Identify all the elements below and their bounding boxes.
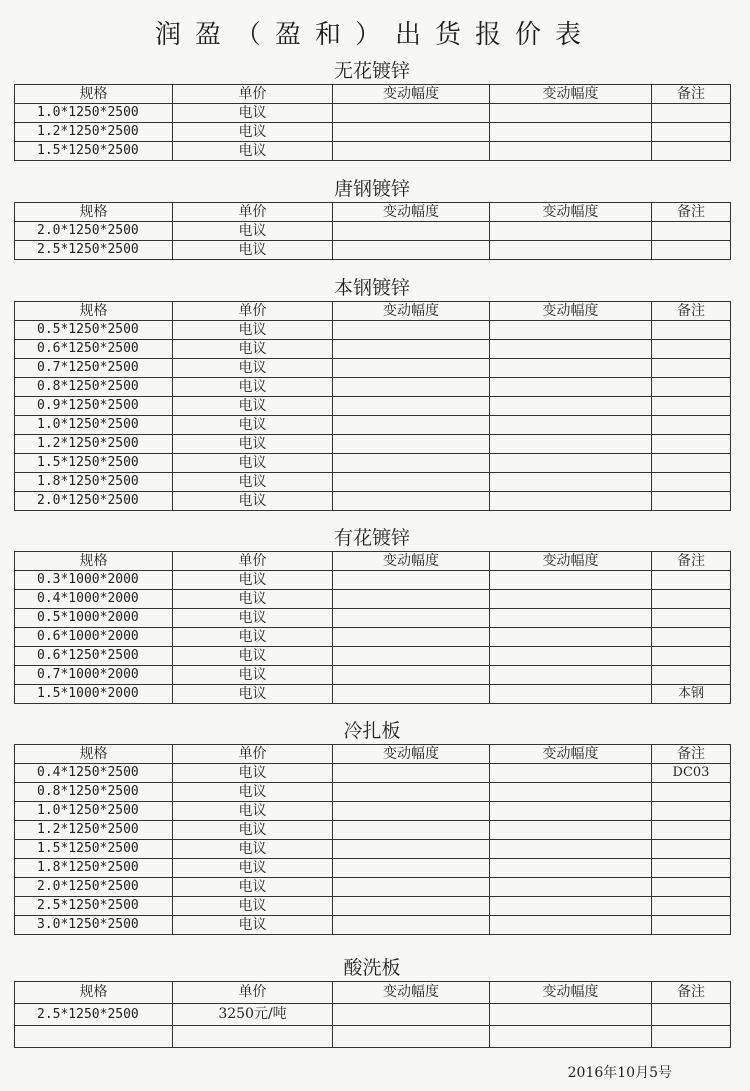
spec-cell: 1.8*1250*2500	[15, 473, 173, 492]
change-1-cell	[333, 454, 490, 473]
header-note: 备注	[652, 745, 731, 764]
header-change-2: 变动幅度	[490, 85, 652, 104]
table-header-row	[15, 552, 731, 571]
table-row	[15, 397, 731, 416]
header-note: 备注	[652, 85, 731, 104]
change-1-cell	[333, 397, 490, 416]
table-row	[15, 340, 731, 359]
change-2-cell	[490, 321, 652, 340]
note-cell	[652, 142, 731, 161]
table-row	[15, 590, 731, 609]
table-header-row	[15, 302, 731, 321]
header-change-2: 变动幅度	[490, 745, 652, 764]
price-section	[14, 955, 730, 1048]
spec-cell: 1.5*1250*2500	[15, 454, 173, 473]
header-price: 单价	[173, 745, 333, 764]
note-cell	[652, 104, 731, 123]
note-cell	[652, 916, 731, 935]
change-2-cell	[490, 454, 652, 473]
price-cell: 电议	[173, 571, 333, 590]
header-spec: 规格	[15, 302, 173, 321]
table-row	[15, 321, 731, 340]
header-price: 单价	[173, 203, 333, 222]
note-cell	[652, 802, 731, 821]
change-2-cell	[490, 666, 652, 685]
change-1-cell	[333, 590, 490, 609]
change-2-cell	[490, 590, 652, 609]
header-spec: 规格	[15, 85, 173, 104]
change-2-cell	[490, 416, 652, 435]
spec-cell: 2.0*1250*2500	[15, 222, 173, 241]
table-row	[15, 492, 731, 511]
price-table	[14, 981, 731, 1048]
change-1-cell	[333, 764, 490, 783]
spec-cell: 3.0*1250*2500	[15, 916, 173, 935]
change-1-cell	[333, 359, 490, 378]
note-cell	[652, 473, 731, 492]
price-cell: 电议	[173, 359, 333, 378]
change-1-cell	[333, 321, 490, 340]
table-row	[15, 222, 731, 241]
note-cell: 本钢	[652, 685, 731, 704]
change-2-cell	[490, 104, 652, 123]
spec-cell: 0.7*1250*2500	[15, 359, 173, 378]
header-note: 备注	[652, 203, 731, 222]
price-section	[14, 176, 730, 260]
note-cell	[652, 647, 731, 666]
table-header-row	[15, 85, 731, 104]
note-cell	[652, 840, 731, 859]
note-cell	[652, 609, 731, 628]
change-2-cell	[490, 359, 652, 378]
price-cell: 电议	[173, 416, 333, 435]
change-2-cell	[490, 397, 652, 416]
price-table	[14, 551, 731, 704]
note-cell	[652, 435, 731, 454]
table-row	[15, 241, 731, 260]
price-cell: 电议	[173, 473, 333, 492]
table-row	[15, 897, 731, 916]
change-1-cell	[333, 802, 490, 821]
change-1-cell	[333, 340, 490, 359]
table-row	[15, 435, 731, 454]
change-2-cell	[490, 123, 652, 142]
note-cell	[652, 878, 731, 897]
change-2-cell	[490, 609, 652, 628]
spec-cell: 0.9*1250*2500	[15, 397, 173, 416]
table-header-row	[15, 982, 731, 1004]
spec-cell: 1.0*1250*2500	[15, 104, 173, 123]
price-cell: 电议	[173, 123, 333, 142]
header-price: 单价	[173, 85, 333, 104]
change-2-cell	[490, 571, 652, 590]
spec-cell: 1.5*1000*2000	[15, 685, 173, 704]
change-2-cell	[490, 222, 652, 241]
price-cell: 电议	[173, 454, 333, 473]
price-cell: 电议	[173, 647, 333, 666]
header-spec: 规格	[15, 745, 173, 764]
spec-cell: 1.2*1250*2500	[15, 435, 173, 454]
price-cell: 电议	[173, 859, 333, 878]
header-spec: 规格	[15, 982, 173, 1004]
note-cell	[652, 123, 731, 142]
note-cell	[652, 416, 731, 435]
change-1-cell	[333, 859, 490, 878]
table-row	[15, 666, 731, 685]
price-cell: 电议	[173, 685, 333, 704]
change-2-cell	[490, 685, 652, 704]
header-price: 单价	[173, 552, 333, 571]
change-1-cell	[333, 241, 490, 260]
change-2-cell	[490, 859, 652, 878]
header-spec: 规格	[15, 203, 173, 222]
change-1-cell	[333, 666, 490, 685]
header-change-1: 变动幅度	[333, 85, 490, 104]
change-1-cell	[333, 647, 490, 666]
change-1-cell	[333, 416, 490, 435]
note-cell	[652, 321, 731, 340]
price-cell: 电议	[173, 628, 333, 647]
table-row	[15, 783, 731, 802]
table-row	[15, 454, 731, 473]
note-cell	[652, 783, 731, 802]
header-note: 备注	[652, 302, 731, 321]
header-price: 单价	[173, 302, 333, 321]
change-2-cell	[490, 802, 652, 821]
spec-cell: 0.3*1000*2000	[15, 571, 173, 590]
table-row	[15, 123, 731, 142]
table-row	[15, 104, 731, 123]
price-cell	[173, 1026, 333, 1048]
header-change-1: 变动幅度	[333, 302, 490, 321]
change-1-cell	[333, 609, 490, 628]
section-title: 冷扎板	[343, 720, 401, 742]
price-table	[14, 744, 731, 935]
table-row	[15, 1004, 731, 1026]
price-cell: 电议	[173, 340, 333, 359]
price-section	[14, 718, 730, 935]
change-2-cell	[490, 435, 652, 454]
price-cell: 电议	[173, 821, 333, 840]
table-header-row	[15, 745, 731, 764]
price-cell: 3250元/吨	[173, 1004, 333, 1026]
change-1-cell	[333, 104, 490, 123]
price-cell: 电议	[173, 104, 333, 123]
change-2-cell	[490, 492, 652, 511]
note-cell	[652, 859, 731, 878]
table-row	[15, 647, 731, 666]
change-1-cell	[333, 897, 490, 916]
table-row	[15, 473, 731, 492]
change-2-cell	[490, 764, 652, 783]
change-2-cell	[490, 340, 652, 359]
table-header-row	[15, 203, 731, 222]
section-title: 本钢镀锌	[333, 277, 410, 299]
spec-cell: 0.5*1000*2000	[15, 609, 173, 628]
price-cell: 电议	[173, 142, 333, 161]
table-row	[15, 916, 731, 935]
change-1-cell	[333, 1026, 490, 1048]
change-2-cell	[490, 628, 652, 647]
header-change-2: 变动幅度	[490, 982, 652, 1004]
header-spec: 规格	[15, 552, 173, 571]
price-cell: 电议	[173, 897, 333, 916]
price-cell: 电议	[173, 590, 333, 609]
note-cell	[652, 222, 731, 241]
note-cell	[652, 241, 731, 260]
table-row	[15, 840, 731, 859]
note-cell	[652, 359, 731, 378]
change-2-cell	[490, 378, 652, 397]
price-cell: 电议	[173, 783, 333, 802]
change-1-cell	[333, 435, 490, 454]
price-cell: 电议	[173, 666, 333, 685]
change-2-cell	[490, 897, 652, 916]
spec-cell: 0.7*1000*2000	[15, 666, 173, 685]
note-cell	[652, 666, 731, 685]
table-row	[15, 571, 731, 590]
table-row	[15, 609, 731, 628]
table-row	[15, 359, 731, 378]
change-1-cell	[333, 473, 490, 492]
note-cell	[652, 590, 731, 609]
price-cell: 电议	[173, 222, 333, 241]
note-cell	[652, 1004, 731, 1026]
price-cell: 电议	[173, 840, 333, 859]
table-row	[15, 416, 731, 435]
price-cell: 电议	[173, 492, 333, 511]
spec-cell: 0.6*1000*2000	[15, 628, 173, 647]
table-row	[15, 142, 731, 161]
spec-cell: 2.0*1250*2500	[15, 492, 173, 511]
table-row	[15, 802, 731, 821]
table-row	[15, 628, 731, 647]
price-cell: 电议	[173, 764, 333, 783]
spec-cell: 0.6*1250*2500	[15, 340, 173, 359]
note-cell: DC03	[652, 764, 731, 783]
price-table	[14, 202, 731, 260]
note-cell	[652, 340, 731, 359]
spec-cell: 2.0*1250*2500	[15, 878, 173, 897]
change-2-cell	[490, 473, 652, 492]
section-title: 唐钢镀锌	[333, 178, 410, 200]
section-title: 有花镀锌	[333, 527, 410, 549]
table-row	[15, 878, 731, 897]
header-change-1: 变动幅度	[333, 745, 490, 764]
price-cell: 电议	[173, 378, 333, 397]
price-table	[14, 84, 731, 161]
spec-cell: 1.0*1250*2500	[15, 416, 173, 435]
change-2-cell	[490, 1004, 652, 1026]
table-row	[15, 859, 731, 878]
spec-cell	[15, 1026, 173, 1048]
table-row	[15, 764, 731, 783]
table-row	[15, 821, 731, 840]
spec-cell: 0.4*1250*2500	[15, 764, 173, 783]
change-1-cell	[333, 123, 490, 142]
change-2-cell	[490, 840, 652, 859]
header-change-1: 变动幅度	[333, 982, 490, 1004]
spec-cell: 2.5*1250*2500	[15, 1004, 173, 1026]
spec-cell: 1.0*1250*2500	[15, 802, 173, 821]
spec-cell: 1.5*1250*2500	[15, 142, 173, 161]
change-2-cell	[490, 821, 652, 840]
price-table	[14, 301, 731, 511]
note-cell	[652, 571, 731, 590]
change-1-cell	[333, 840, 490, 859]
change-1-cell	[333, 1004, 490, 1026]
change-1-cell	[333, 821, 490, 840]
price-section	[14, 525, 730, 704]
change-2-cell	[490, 241, 652, 260]
note-cell	[652, 378, 731, 397]
header-change-2: 变动幅度	[490, 203, 652, 222]
change-2-cell	[490, 1026, 652, 1048]
table-row	[15, 685, 731, 704]
change-2-cell	[490, 783, 652, 802]
header-change-2: 变动幅度	[490, 302, 652, 321]
footer-date: 2016年10月5号	[567, 1065, 672, 1081]
spec-cell: 0.4*1000*2000	[15, 590, 173, 609]
header-note: 备注	[652, 982, 731, 1004]
note-cell	[652, 628, 731, 647]
price-cell: 电议	[173, 802, 333, 821]
change-2-cell	[490, 878, 652, 897]
header-note: 备注	[652, 552, 731, 571]
change-2-cell	[490, 916, 652, 935]
note-cell	[652, 821, 731, 840]
section-title: 无花镀锌	[333, 60, 410, 82]
note-cell	[652, 397, 731, 416]
price-cell: 电议	[173, 241, 333, 260]
change-1-cell	[333, 685, 490, 704]
spec-cell: 0.5*1250*2500	[15, 321, 173, 340]
table-row	[15, 1026, 731, 1048]
table-row	[15, 378, 731, 397]
change-1-cell	[333, 142, 490, 161]
spec-cell: 1.2*1250*2500	[15, 123, 173, 142]
price-cell: 电议	[173, 916, 333, 935]
change-1-cell	[333, 571, 490, 590]
spec-cell: 0.8*1250*2500	[15, 378, 173, 397]
spec-cell: 0.8*1250*2500	[15, 783, 173, 802]
spec-cell: 2.5*1250*2500	[15, 241, 173, 260]
header-change-1: 变动幅度	[333, 203, 490, 222]
header-change-2: 变动幅度	[490, 552, 652, 571]
price-section	[14, 275, 730, 511]
change-1-cell	[333, 916, 490, 935]
change-2-cell	[490, 647, 652, 666]
change-1-cell	[333, 378, 490, 397]
spec-cell: 1.5*1250*2500	[15, 840, 173, 859]
note-cell	[652, 454, 731, 473]
change-1-cell	[333, 783, 490, 802]
change-2-cell	[490, 142, 652, 161]
header-price: 单价	[173, 982, 333, 1004]
change-1-cell	[333, 628, 490, 647]
page-title: 润盈（盈和）出货报价表	[154, 20, 595, 50]
note-cell	[652, 897, 731, 916]
price-cell: 电议	[173, 878, 333, 897]
note-cell	[652, 1026, 731, 1048]
price-cell: 电议	[173, 435, 333, 454]
spec-cell: 0.6*1250*2500	[15, 647, 173, 666]
header-change-1: 变动幅度	[333, 552, 490, 571]
change-1-cell	[333, 878, 490, 897]
price-cell: 电议	[173, 397, 333, 416]
price-cell: 电议	[173, 321, 333, 340]
price-cell: 电议	[173, 609, 333, 628]
spec-cell: 1.2*1250*2500	[15, 821, 173, 840]
note-cell	[652, 492, 731, 511]
change-1-cell	[333, 222, 490, 241]
price-section	[14, 58, 730, 161]
spec-cell: 1.8*1250*2500	[15, 859, 173, 878]
change-1-cell	[333, 492, 490, 511]
spec-cell: 2.5*1250*2500	[15, 897, 173, 916]
section-title: 酸洗板	[343, 957, 401, 979]
